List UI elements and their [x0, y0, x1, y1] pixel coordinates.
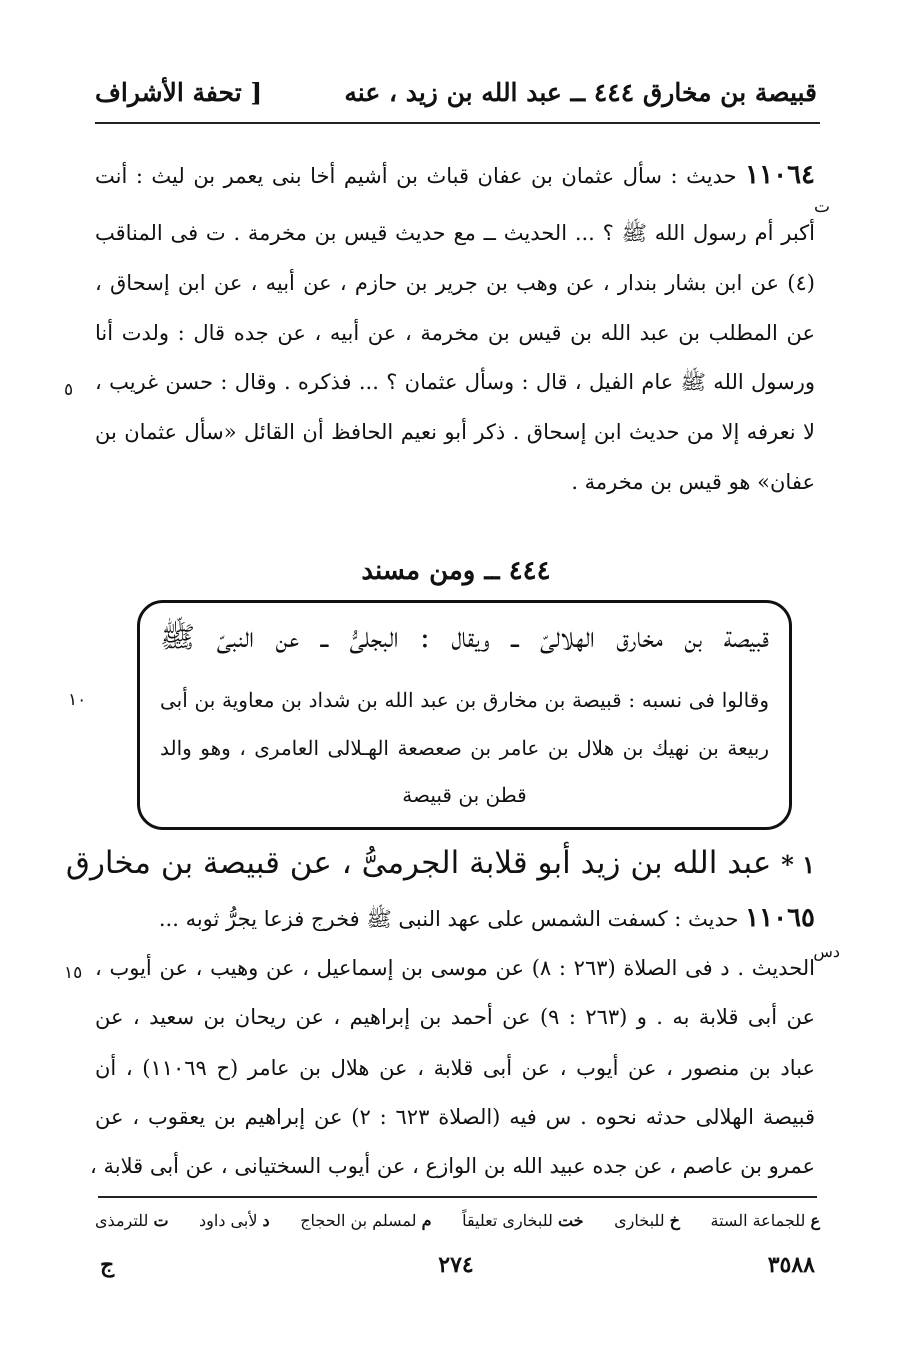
hadith-11065-line-1: ١١٠٦٥ حديث : كسفت الشمس على عهد النبى ﷺ فخرج فزعا يجرُّ ثوبه ...: [158, 903, 815, 933]
hadith-11065-line-5: قبيصة الهلالى حدثه نحوه . س فيه (الصلاة ٦٢٣ : ٢) عن إبراهيم بن يعقوب ، عن: [95, 1105, 815, 1129]
hadith-11064-line-5: ورسول الله ﷺ عام الفيل ، قال : وسأل عثمان ؟ ... فذكره . وقال : حسن غريب ،: [95, 370, 815, 394]
hadith-11064-line-1: ١١٠٦٤ حديث : سأل عثمان بن عفان قباث بن أشيم أخا بنى يعمر بن ليث : أنت: [95, 160, 815, 190]
sigla-item: خ للبخارى: [614, 1211, 680, 1230]
hadith-number: ١١٠٦٤: [745, 160, 815, 190]
companion-name-line: قبيصة بن مخارق الهلالىّ ــ ويقال : البجلىُّ ــ عن النبىّ ﷺ: [160, 620, 769, 654]
hadith-11065-line-4: عباد بن منصور ، عن أيوب ، عن أبى قلابة ، عن هلال بن عامر (ح ١١٠٦٩) ، أن: [95, 1056, 815, 1080]
volume-letter: ج: [100, 1252, 115, 1278]
hadith-11064-line-4: عن المطلب بن عبد الله بن قيس بن مخرمة ، عن أبيه ، عن جده قال : ولدت أنا: [95, 321, 815, 345]
companion-box: [137, 600, 792, 830]
hadith-11064-line-6: لا نعرفه إلا من حديث ابن إسحاق . ذكر أبو نعيم الحافظ أن القائل «سأل عثمان بن: [95, 420, 815, 444]
margin-line-number: ١٥: [64, 963, 83, 983]
sigla-item: د لأبى داود: [199, 1211, 270, 1230]
margin-line-number: ٥: [64, 380, 74, 400]
hadith-11064-line-7: عفان» هو قيس بن مخرمة .: [571, 470, 815, 494]
lineage-line-3: قطن بن قبيصة: [402, 783, 527, 807]
footnote-rule: [98, 1196, 817, 1198]
lineage-line-1: وقالوا فى نسبه : قبيصة بن مخارق بن عبد الله بن شداد بن معاوية بن أبى: [160, 688, 769, 712]
sigla-key: [95, 1211, 820, 1230]
volume-page-number: ٣٥٨٨: [767, 1252, 815, 1278]
hadith-11065-line-3: عن أبى قلابة به . و (٢٦٣ : ٩) عن أحمد بن إبراهيم ، عن ريحان بن سعيد ، عن: [95, 1005, 815, 1029]
hadith-11064-line-3: (٤) عن ابن بشار بندار ، عن وهب بن جرير بن حازم ، عن أبيه ، عن ابن إسحاق ،: [95, 271, 815, 295]
sigla-item: خت للبخارى تعليقاً: [462, 1211, 584, 1230]
sigla-item: م لمسلم بن الحجاج: [300, 1211, 432, 1230]
margin-siglum: دس: [813, 942, 840, 961]
running-header-title: قبيصة بن مخارق ٤٤٤ ــ عبد الله بن زيد ، عنه: [344, 78, 817, 107]
sigla-item: ت للترمذى: [95, 1211, 169, 1230]
narrator-heading: [65, 845, 815, 881]
hadith-11065-line-6: عمرو بن عاصم ، عن جده عبيد الله بن الوازع ، عن أيوب السختيانى ، عن أبى قلابة ،: [90, 1154, 815, 1178]
narrator-name: عبد الله بن زيد أبو قلابة الجرمىُّ ، عن قبيصة بن مخارق: [65, 845, 772, 881]
page-number: ٢٧٤: [438, 1252, 474, 1278]
hadith-11064-line-2: أكبر أم رسول الله ﷺ ؟ ... الحديث ــ مع حديث قيس بن مخرمة . ت فى المناقب: [95, 221, 815, 245]
sigla-item: ع للجماعة الستة: [710, 1211, 820, 1230]
margin-line-number: ١٠: [68, 690, 87, 710]
narrator-number: ١ *: [781, 850, 815, 879]
hadith-11065-line-2: الحديث . د فى الصلاة (٢٦٣ : ٨) عن موسى بن إسماعيل ، عن وهيب ، عن أيوب ،: [95, 956, 815, 980]
header-rule: [95, 122, 820, 124]
hadith-number: ١١٠٦٥: [745, 903, 815, 933]
running-header-book: [ تحفة الأشراف: [95, 78, 263, 107]
margin-siglum: ت: [813, 197, 830, 217]
lineage-line-2: ربيعة بن نهيك بن هلال بن عامر بن صعصعة الهـلالى العامرى ، وهو والد: [160, 736, 769, 760]
section-title: ٤٤٤ ــ ومن مسند: [361, 556, 551, 586]
